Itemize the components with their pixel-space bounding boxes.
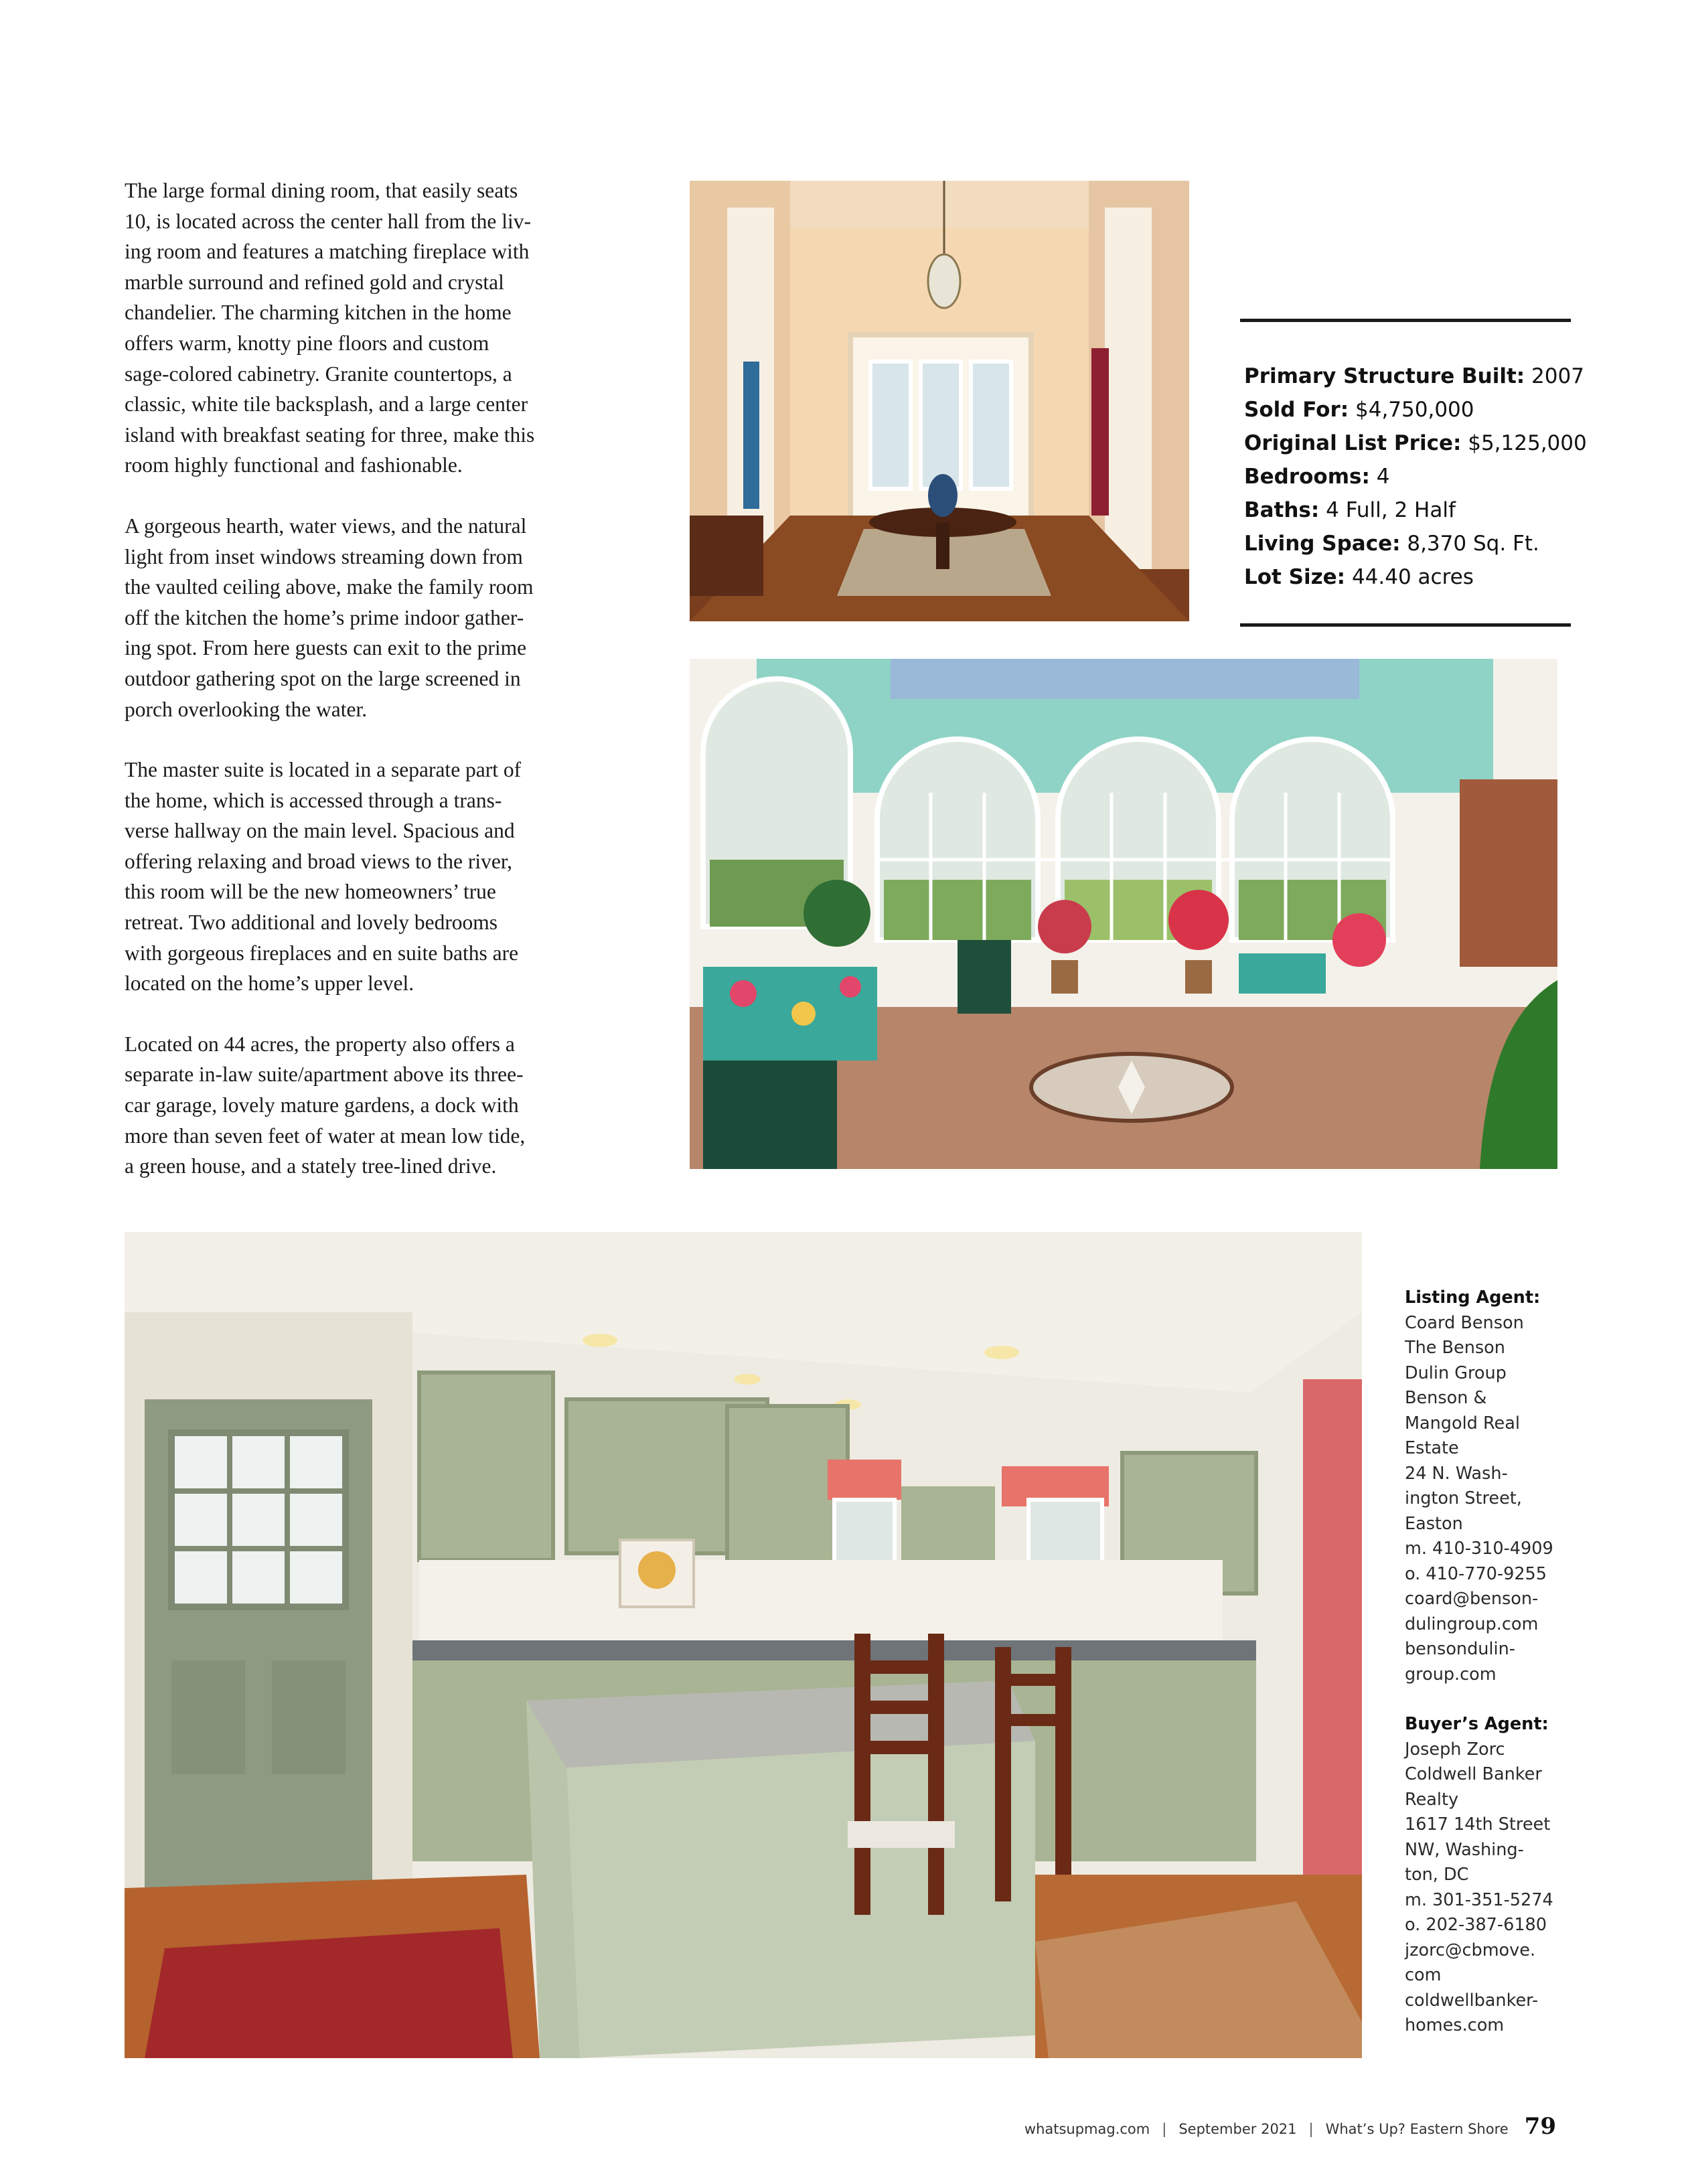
fact-sold-for: Sold For: $4,750,000	[1244, 398, 1474, 422]
footer-issue: September 2021	[1178, 2121, 1297, 2137]
fact-bedrooms: Bedrooms: 4	[1244, 465, 1390, 489]
paragraph-family-room: A gorgeous hearth, water views, and the natural light from inset windows streaming down from the vaulted ceiling above, make the family room off the kitchen the home’s prime indoor gather- ing spot. From here guests can exit to the prime outdoor gathering spot on the large screened in porch overlooking the water.	[125, 514, 534, 721]
dining-room-photo	[690, 181, 1189, 621]
paragraph-master-suite: The master suite is located in a separate part of the home, which is accessed through a trans- verse hallway on the main level. Spacious and offering relaxing and broad views to the river, this room will be the new homeowners’ true retreat. Two additional and lovely bedrooms with gorgeous fireplaces and en suite baths are located on the home’s upper level.	[125, 758, 522, 996]
listing-agent-line: ington Street,	[1405, 1488, 1522, 1508]
listing-agent-block	[1405, 1285, 1565, 1687]
fact-lot-size: Lot Size: 44.40 acres	[1244, 565, 1474, 589]
buyer-agent-phone-mobile: m. 301-351-5274	[1405, 1889, 1553, 1910]
listing-agent-line: Coard Benson	[1405, 1312, 1524, 1333]
buyer-agent-website: homes.com	[1405, 2015, 1505, 2035]
footer-site: whatsupmag.com	[1024, 2121, 1150, 2137]
buyer-agent-line: 1617 14th Street	[1405, 1814, 1551, 1835]
listing-agent-line: Dulin Group	[1405, 1362, 1507, 1383]
listing-agent-phone-mobile: m. 410-310-4909	[1405, 1539, 1553, 1559]
buyer-agent-block	[1405, 1712, 1565, 2039]
sunroom-photo	[690, 659, 1557, 1169]
paragraph-dining-kitchen: The large formal dining room, that easily seats 10, is located across the center hall from the liv- ing room and features a matching fireplace with marble surround and refined gold and crystal chandelier. The charming kitchen in the home offers warm, knotty pine floors and custom sage-colored cabinetry. Granite countertops, a classic, white tile backsplash, and a large center island with breakfast seating for three, make this room highly functional and fashionable.	[125, 179, 535, 477]
listing-agent-heading: Listing Agent:	[1405, 1288, 1541, 1308]
buyer-agent-line: Joseph Zorc	[1405, 1739, 1505, 1760]
buyer-agent-email: com	[1405, 1965, 1442, 1985]
fact-year-built: Primary Structure Built: 2007	[1244, 364, 1584, 388]
buyer-agent-line: ton, DC	[1405, 1865, 1469, 1885]
buyer-agent-line: Coldwell Banker	[1405, 1764, 1542, 1784]
footer-publication: What’s Up? Eastern Shore	[1325, 2121, 1509, 2137]
fact-baths: Baths: 4 Full, 2 Half	[1244, 498, 1456, 522]
bottom-rule	[1240, 623, 1571, 627]
page-footer	[1024, 2113, 1556, 2140]
sale-facts-box	[1240, 319, 1587, 627]
buyer-agent-heading: Buyer’s Agent:	[1405, 1714, 1549, 1734]
buyer-agent-website: coldwellbanker-	[1405, 1990, 1539, 2011]
listing-agent-line: Mangold Real	[1405, 1413, 1520, 1433]
facts-list	[1240, 322, 1587, 623]
article-body	[125, 175, 607, 1212]
listing-agent-line: Estate	[1405, 1438, 1459, 1458]
listing-agent-line: Easton	[1405, 1513, 1463, 1534]
listing-agent-website: group.com	[1405, 1664, 1497, 1685]
buyer-agent-line: NW, Washing-	[1405, 1839, 1524, 1860]
listing-agent-line: The Benson	[1405, 1338, 1505, 1358]
paragraph-property: Located on 44 acres, the property also offers a separate in-law suite/apartment above its three- car garage, lovely mature gardens, a dock with more than seven feet of water at mean low tide, a green house, and a stately tree-lined drive.	[125, 1032, 526, 1178]
footer-separator: |	[1162, 2121, 1167, 2137]
listing-agent-email: dulingroup.com	[1405, 1614, 1539, 1634]
footer-separator: |	[1308, 2121, 1314, 2137]
buyer-agent-phone-office: o. 202-387-6180	[1405, 1915, 1547, 1935]
buyer-agent-line: Realty	[1405, 1789, 1459, 1810]
listing-agent-line: 24 N. Wash-	[1405, 1463, 1508, 1484]
listing-agent-website: bensondulin-	[1405, 1639, 1515, 1659]
kitchen-photo	[125, 1232, 1362, 2058]
fact-list-price: Original List Price: $5,125,000	[1244, 431, 1587, 455]
agent-info	[1405, 1285, 1565, 2063]
fact-living-space: Living Space: 8,370 Sq. Ft.	[1244, 532, 1539, 556]
listing-agent-phone-office: o. 410-770-9255	[1405, 1563, 1547, 1584]
buyer-agent-email: jzorc@cbmove.	[1405, 1940, 1536, 1960]
page-number: 79	[1524, 2113, 1556, 2140]
listing-agent-line: Benson &	[1405, 1388, 1487, 1408]
listing-agent-email: coard@benson-	[1405, 1589, 1539, 1609]
